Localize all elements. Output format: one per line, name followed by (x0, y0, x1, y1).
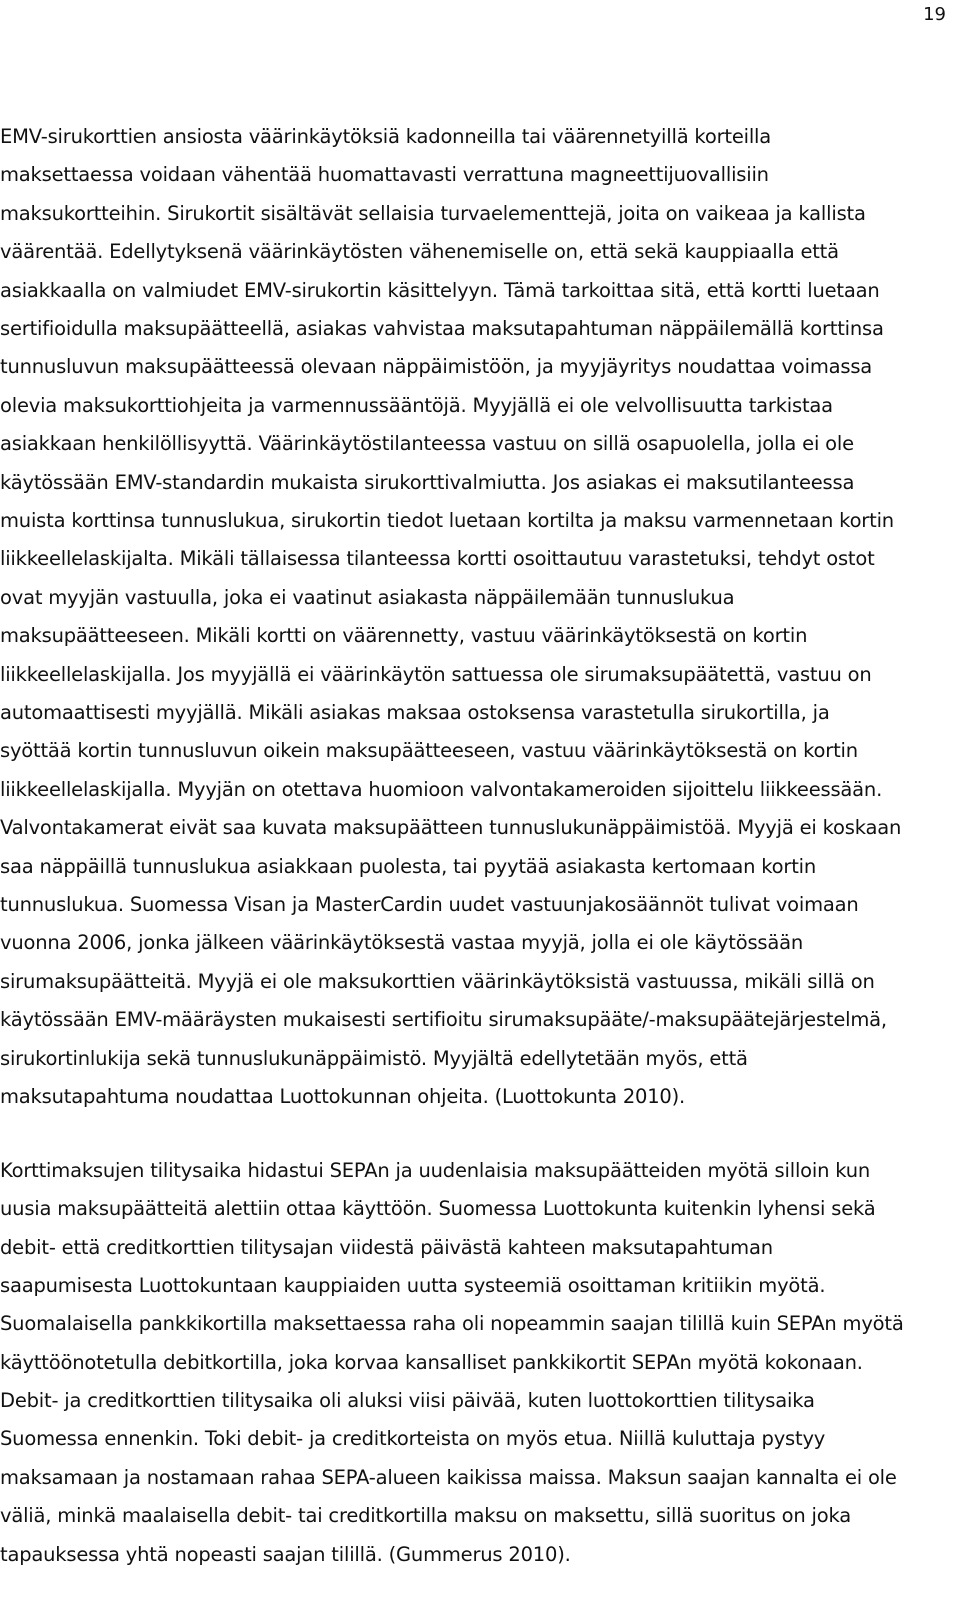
text-line: maksutapahtuma noudattaa Luottokunnan ohjeita. (Luottokunta 2010). (0, 1085, 686, 1108)
text-line: syöttää kortin tunnusluvun oikein maksupäätteeseen, vastuu väärinkäytöksestä on kortin (0, 739, 858, 763)
text-line: EMV-sirukorttien ansiosta väärinkäytöksiä kadonneilla tai väärennetyillä korteilla (0, 125, 772, 148)
text-line: tapauksessa yhtä nopeasti saajan tilillä. (Gummerus 2010). (0, 1542, 571, 1566)
text-line: saapumisesta Luottokuntaan kauppiaiden uutta systeemiä osoittaman kritiikin myötä. (0, 1274, 826, 1298)
text-line: maksamaan ja nostamaan rahaa SEPA-alueen kaikissa maissa. Maksun saajan kannalta ei ole (0, 1465, 897, 1489)
text-line: automaattisesti myyjällä. Mikäli asiakas maksaa ostoksensa varastetulla sirukortilla, ja (0, 701, 830, 724)
page-number: 19 (923, 4, 946, 25)
text-line: Korttimaksujen tilitysaika hidastui SEPAn ja uudenlaisia maksupäätteiden myötä silloin kun (0, 1159, 871, 1182)
text-line: tunnuslukua. Suomessa Visan ja MasterCardin uudet vastuunjakosäännöt tulivat voimaan (0, 893, 859, 916)
text-line: liikkeellelaskijalla. Jos myyjällä ei väärinkäytön sattuessa ole sirumaksupäätettä, vastuu on (0, 662, 872, 686)
text-line: liikkeellelaskijalta. Mikäli tällaisessa tilanteessa kortti osoittautuu varastetuksi, tehdyt ostot (0, 547, 875, 571)
text-line: maksettaessa voidaan vähentää huomattavasti verrattuna magneettijuovallisiin (0, 163, 769, 187)
text-line: käytössään EMV-standardin mukaista sirukorttivalmiutta. Jos asiakas ei maksutilanteessa (0, 470, 855, 494)
text-line: käyttöönotetulla debitkortilla, joka korvaa kansalliset pankkikortit SEPAn myötä kokonaan. (0, 1350, 863, 1374)
text-line: vuonna 2006, jonka jälkeen väärinkäytöksestä vastaa myyjä, jolla ei ole käytössään (0, 931, 804, 955)
text-line: Suomalaisella pankkikortilla maksettaessa raha oli nopeammin saajan tilillä kuin SEPAn myötä (0, 1312, 904, 1336)
text-line: maksupäätteeseen. Mikäli kortti on väärennetty, vastuu väärinkäytöksestä on kortin (0, 624, 808, 648)
text-line: olevia maksukorttiohjeita ja varmennussääntöjä. Myyjällä ei ole velvollisuutta tarkistaa (0, 393, 833, 417)
text-line: tunnusluvun maksupäätteessä olevaan näppäimistöön, ja myyjäyritys noudattaa voimassa (0, 355, 873, 379)
text-line: sirukortinlukija sekä tunnuslukunäppäimistö. Myyjältä edellytetään myös, että (0, 1046, 748, 1070)
text-line: saa näppäillä tunnuslukua asiakkaan puolesta, tai pyytää asiakasta kertomaan kortin (0, 854, 817, 878)
text-line: debit- että creditkorttien tilitysajan viidestä päivästä kahteen maksutapahtuman (0, 1235, 773, 1259)
text-line: muista korttinsa tunnuslukua, sirukortin tiedot luetaan kortilta ja maksu varmennetaan kortin (0, 509, 894, 532)
text-line: väliä, minkä maalaisella debit- tai creditkortilla maksu on maksettu, sillä suoritus on joka (0, 1504, 851, 1528)
text-line: ovat myyjän vastuulla, joka ei vaatinut asiakasta näppäilemään tunnuslukua (0, 585, 735, 609)
text-line: käytössään EMV-määräysten mukaisesti sertifioitu sirumaksupääte/-maksupäätejärjestelmä, (0, 1008, 887, 1032)
text-line: sirumaksupäätteitä. Myyjä ei ole maksukorttien väärinkäytöksistä vastuussa, mikäli sillä on (0, 969, 875, 993)
text-line: Suomessa ennenkin. Toki debit- ja creditkorteista on myös etua. Niillä kuluttaja pystyy (0, 1427, 826, 1451)
text-line: asiakkaan henkilöllisyyttä. Väärinkäytöstilanteessa vastuu on sillä osapuolella, jolla ei ole (0, 432, 854, 456)
text-line: liikkeellelaskijalla. Myyjän on otettava huomioon valvontakameroiden sijoittelu liikkeessään. (0, 777, 883, 801)
text-line: maksukortteihin. Sirukortit sisältävät sellaisia turvaelementtejä, joita on vaikeaa ja kallista (0, 201, 866, 225)
text-line: uusia maksupäätteitä alettiin ottaa käyttöön. Suomessa Luottokunta kuitenkin lyhensi sekä (0, 1197, 876, 1221)
text-line: sertifioidulla maksupäätteellä, asiakas vahvistaa maksutapahtuman näppäilemällä korttinsa (0, 317, 884, 340)
text-line: väärentää. Edellytyksenä väärinkäytösten vähenemiselle on, että sekä kauppiaalla että (0, 240, 839, 264)
text-line: Debit- ja creditkorttien tilitysaika oli aluksi viisi päivää, kuten luottokorttien tilitysaika (0, 1389, 815, 1413)
text-line: Valvontakamerat eivät saa kuvata maksupäätteen tunnuslukunäppäimistöä. Myyjä ei koskaan (0, 816, 902, 840)
text-line: asiakkaalla on valmiudet EMV-sirukortin käsittelyyn. Tämä tarkoittaa sitä, että kortti luetaan (0, 278, 880, 302)
